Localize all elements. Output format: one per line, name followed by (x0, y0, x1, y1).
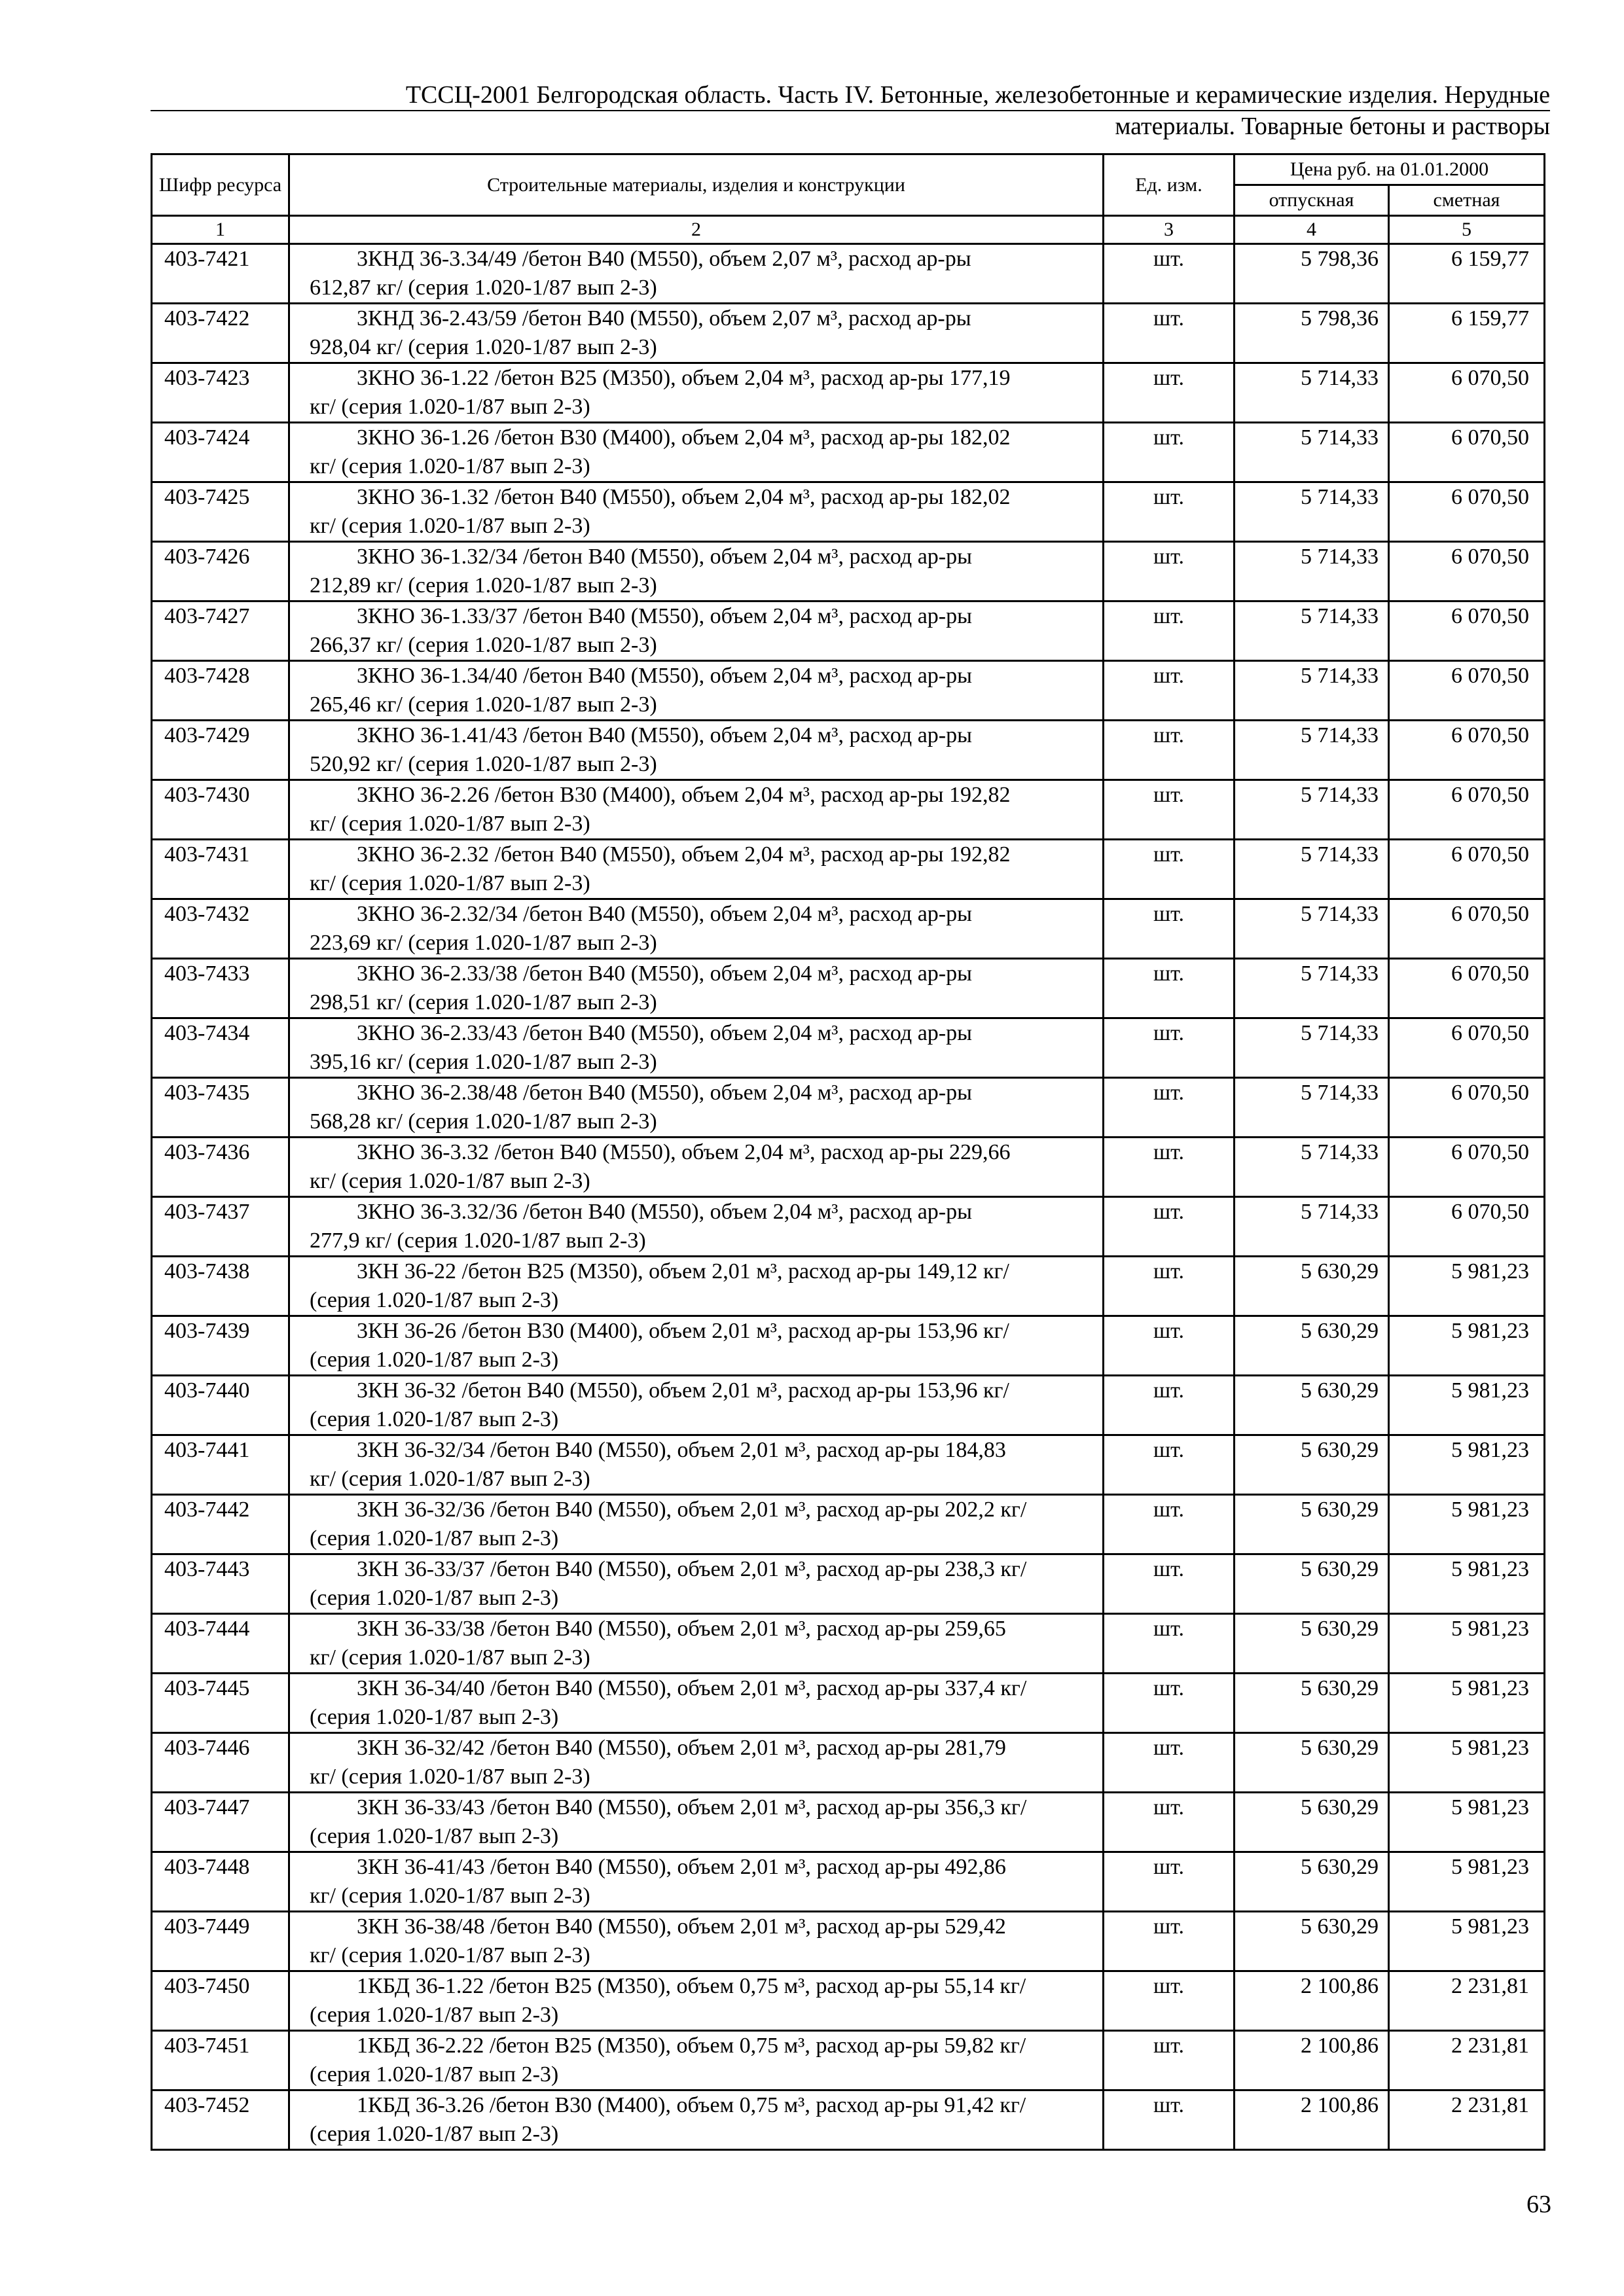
unit: шт. (1104, 1733, 1235, 1793)
price-table (151, 153, 1545, 2151)
resource-code: 403-7432 (152, 899, 289, 959)
price-release: 2 100,86 (1235, 2031, 1389, 2090)
unit: шт. (1104, 1138, 1235, 1197)
price-estimate: 5 981,23 (1389, 1793, 1545, 1852)
header-price-estimate: сметная (1389, 185, 1545, 216)
unit: шт. (1104, 2090, 1235, 2150)
description-line1: 1КБД 36-2.22 /бетон В25 (М350), объем 0,75 м³, расход ар-ры 59,82 кг/ (357, 2034, 1026, 2058)
price-estimate: 6 070,50 (1389, 661, 1545, 721)
description-line2: (серия 1.020-1/87 вып 2-3) (310, 1288, 559, 1312)
unit: шт. (1104, 2031, 1235, 2090)
description-line1: 3КН 36-41/43 /бетон В40 (М550), объем 2,01 м³, расход ар-ры 492,86 (357, 1855, 1006, 1879)
resource-code: 403-7435 (152, 1078, 289, 1138)
description-line1: 3КНД 36-3.34/49 /бетон В40 (М550), объем 2,07 м³, расход ар-ры (357, 247, 971, 271)
column-number: 3 (1104, 216, 1235, 244)
material-description (289, 1971, 1104, 2031)
description-line1: 3КНО 36-1.34/40 /бетон В40 (М550), объем 2,04 м³, расход ар-ры (357, 664, 972, 688)
unit: шт. (1104, 363, 1235, 423)
price-estimate: 6 070,50 (1389, 482, 1545, 542)
price-release: 5 714,33 (1235, 780, 1389, 840)
description-line1: 3КН 36-22 /бетон В25 (М350), объем 2,01 м³, расход ар-ры 149,12 кг/ (357, 1259, 1009, 1283)
table-row (152, 780, 1545, 840)
table-row (152, 1852, 1545, 1912)
price-release: 5 630,29 (1235, 1554, 1389, 1614)
material-description (289, 2031, 1104, 2090)
material-description (289, 780, 1104, 840)
price-release: 5 630,29 (1235, 1495, 1389, 1554)
table-row (152, 1495, 1545, 1554)
resource-code: 403-7421 (152, 244, 289, 304)
description-line1: 3КН 36-32/42 /бетон В40 (М550), объем 2,01 м³, расход ар-ры 281,79 (357, 1736, 1006, 1760)
description-line2: кг/ (серия 1.020-1/87 вып 2-3) (310, 1645, 590, 1670)
description-line1: 3КНО 36-2.32 /бетон В40 (М550), объем 2,04 м³, расход ар-ры 192,82 (357, 842, 1011, 867)
table-row (152, 1674, 1545, 1733)
unit: шт. (1104, 1912, 1235, 1971)
material-description (289, 1554, 1104, 1614)
unit: шт. (1104, 482, 1235, 542)
table-row (152, 1257, 1545, 1316)
description-line2: кг/ (серия 1.020-1/87 вып 2-3) (310, 454, 590, 478)
description-line2: 612,87 кг/ (серия 1.020-1/87 вып 2-3) (310, 276, 657, 300)
price-estimate: 5 981,23 (1389, 1733, 1545, 1793)
description-line2: кг/ (серия 1.020-1/87 вып 2-3) (310, 514, 590, 538)
unit: шт. (1104, 959, 1235, 1018)
description-line2: 298,51 кг/ (серия 1.020-1/87 вып 2-3) (310, 990, 657, 1014)
material-description (289, 304, 1104, 363)
description-line2: (серия 1.020-1/87 вып 2-3) (310, 1824, 559, 1848)
resource-code: 403-7429 (152, 721, 289, 780)
price-estimate: 5 981,23 (1389, 1495, 1545, 1554)
material-description (289, 840, 1104, 899)
description-line2: кг/ (серия 1.020-1/87 вып 2-3) (310, 812, 590, 836)
price-release: 5 630,29 (1235, 1376, 1389, 1435)
description-line1: 3КН 36-32/34 /бетон В40 (М550), объем 2,01 м³, расход ар-ры 184,83 (357, 1438, 1006, 1462)
table-row (152, 1018, 1545, 1078)
description-line1: 3КНО 36-2.38/48 /бетон В40 (М550), объем 2,04 м³, расход ар-ры (357, 1081, 972, 1105)
description-line1: 3КН 36-33/38 /бетон В40 (М550), объем 2,01 м³, расход ар-ры 259,65 (357, 1617, 1006, 1641)
price-estimate: 5 981,23 (1389, 1614, 1545, 1674)
unit: шт. (1104, 1078, 1235, 1138)
description-line2: (серия 1.020-1/87 вып 2-3) (310, 1586, 559, 1610)
price-release: 5 630,29 (1235, 1912, 1389, 1971)
unit: шт. (1104, 1852, 1235, 1912)
description-line1: 3КН 36-26 /бетон В30 (М400), объем 2,01 м³, расход ар-ры 153,96 кг/ (357, 1319, 1009, 1343)
unit: шт. (1104, 661, 1235, 721)
description-line1: 3КНО 36-3.32/36 /бетон В40 (М550), объем 2,04 м³, расход ар-ры (357, 1200, 972, 1224)
price-estimate: 2 231,81 (1389, 1971, 1545, 2031)
table-row (152, 601, 1545, 661)
price-release: 2 100,86 (1235, 1971, 1389, 2031)
unit: шт. (1104, 840, 1235, 899)
description-line2: 277,9 кг/ (серия 1.020-1/87 вып 2-3) (310, 1229, 646, 1253)
table-row (152, 1971, 1545, 2031)
description-line1: 3КНО 36-3.32 /бетон В40 (М550), объем 2,04 м³, расход ар-ры 229,66 (357, 1140, 1011, 1164)
material-description (289, 423, 1104, 482)
table-row (152, 1197, 1545, 1257)
description-line2: (серия 1.020-1/87 вып 2-3) (310, 1348, 559, 1372)
table-row (152, 661, 1545, 721)
price-estimate: 5 981,23 (1389, 1316, 1545, 1376)
unit: шт. (1104, 1018, 1235, 1078)
resource-code: 403-7438 (152, 1257, 289, 1316)
material-description (289, 482, 1104, 542)
unit: шт. (1104, 721, 1235, 780)
description-line2: (серия 1.020-1/87 вып 2-3) (310, 1407, 559, 1431)
price-estimate: 6 159,77 (1389, 304, 1545, 363)
price-estimate: 5 981,23 (1389, 1376, 1545, 1435)
price-release: 5 798,36 (1235, 304, 1389, 363)
unit: шт. (1104, 780, 1235, 840)
price-release: 5 714,33 (1235, 661, 1389, 721)
price-estimate: 5 981,23 (1389, 1257, 1545, 1316)
description-line1: 3КНО 36-2.26 /бетон В30 (М400), объем 2,04 м³, расход ар-ры 192,82 (357, 783, 1011, 807)
price-release: 5 630,29 (1235, 1793, 1389, 1852)
description-line2: 266,37 кг/ (серия 1.020-1/87 вып 2-3) (310, 633, 657, 657)
resource-code: 403-7423 (152, 363, 289, 423)
description-line1: 3КНО 36-1.22 /бетон В25 (М350), объем 2,04 м³, расход ар-ры 177,19 (357, 366, 1011, 390)
price-release: 5 714,33 (1235, 1078, 1389, 1138)
description-line2: кг/ (серия 1.020-1/87 вып 2-3) (310, 1884, 590, 1908)
resource-code: 403-7427 (152, 601, 289, 661)
price-release: 5 714,33 (1235, 601, 1389, 661)
price-estimate: 5 981,23 (1389, 1852, 1545, 1912)
price-release: 5 714,33 (1235, 721, 1389, 780)
description-line2: кг/ (серия 1.020-1/87 вып 2-3) (310, 1943, 590, 1967)
description-line1: 1КБД 36-3.26 /бетон В30 (М400), объем 0,75 м³, расход ар-ры 91,42 кг/ (357, 2093, 1026, 2117)
resource-code: 403-7441 (152, 1435, 289, 1495)
price-release: 5 714,33 (1235, 542, 1389, 601)
resource-code: 403-7428 (152, 661, 289, 721)
price-release: 5 630,29 (1235, 1733, 1389, 1793)
table-row (152, 1078, 1545, 1138)
price-release: 5 714,33 (1235, 482, 1389, 542)
price-estimate: 6 159,77 (1389, 244, 1545, 304)
column-number: 4 (1235, 216, 1389, 244)
table-row (152, 423, 1545, 482)
price-estimate: 5 981,23 (1389, 1435, 1545, 1495)
column-number: 2 (289, 216, 1104, 244)
description-line1: 3КНО 36-2.32/34 /бетон В40 (М550), объем 2,04 м³, расход ар-ры (357, 902, 972, 926)
description-line1: 3КН 36-33/37 /бетон В40 (М550), объем 2,01 м³, расход ар-ры 238,3 кг/ (357, 1557, 1027, 1581)
price-release: 5 630,29 (1235, 1316, 1389, 1376)
table-row (152, 1138, 1545, 1197)
table-row (152, 2090, 1545, 2150)
unit: шт. (1104, 1197, 1235, 1257)
price-estimate: 6 070,50 (1389, 423, 1545, 482)
description-line1: 3КНО 36-1.33/37 /бетон В40 (М550), объем 2,04 м³, расход ар-ры (357, 604, 972, 628)
description-line2: кг/ (серия 1.020-1/87 вып 2-3) (310, 1169, 590, 1193)
material-description (289, 1376, 1104, 1435)
header-unit: Ед. изм. (1104, 154, 1235, 216)
table-row (152, 1376, 1545, 1435)
table-row (152, 1733, 1545, 1793)
material-description (289, 1733, 1104, 1793)
price-release: 5 714,33 (1235, 363, 1389, 423)
material-description (289, 1078, 1104, 1138)
price-release: 5 798,36 (1235, 244, 1389, 304)
description-line2: (серия 1.020-1/87 вып 2-3) (310, 2062, 559, 2087)
unit: шт. (1104, 601, 1235, 661)
description-line2: 520,92 кг/ (серия 1.020-1/87 вып 2-3) (310, 752, 657, 776)
price-release: 5 714,33 (1235, 1018, 1389, 1078)
unit: шт. (1104, 1614, 1235, 1674)
resource-code: 403-7451 (152, 2031, 289, 2090)
price-release: 5 630,29 (1235, 1674, 1389, 1733)
resource-code: 403-7425 (152, 482, 289, 542)
description-line1: 3КН 36-34/40 /бетон В40 (М550), объем 2,01 м³, расход ар-ры 337,4 кг/ (357, 1676, 1027, 1700)
price-estimate: 6 070,50 (1389, 542, 1545, 601)
material-description (289, 1435, 1104, 1495)
resource-code: 403-7426 (152, 542, 289, 601)
header-code: Шифр ресурса (152, 154, 289, 216)
table-row (152, 1554, 1545, 1614)
price-release: 5 630,29 (1235, 1257, 1389, 1316)
description-line1: 3КНО 36-2.33/43 /бетон В40 (М550), объем 2,04 м³, расход ар-ры (357, 1021, 972, 1045)
description-line1: 3КНО 36-1.41/43 /бетон В40 (М550), объем 2,04 м³, расход ар-ры (357, 723, 972, 747)
table-row (152, 1912, 1545, 1971)
table-row (152, 1316, 1545, 1376)
description-line2: кг/ (серия 1.020-1/87 вып 2-3) (310, 1765, 590, 1789)
description-line1: 3КНО 36-1.26 /бетон В30 (М400), объем 2,04 м³, расход ар-ры 182,02 (357, 425, 1011, 450)
table-body (152, 244, 1545, 2150)
price-release: 5 714,33 (1235, 899, 1389, 959)
table-row (152, 1793, 1545, 1852)
price-estimate: 6 070,50 (1389, 780, 1545, 840)
table-row (152, 482, 1545, 542)
header-title-line2: материалы. Товарные бетоны и растворы (1115, 113, 1550, 140)
resource-code: 403-7448 (152, 1852, 289, 1912)
header-price-group: Цена руб. на 01.01.2000 (1235, 154, 1545, 185)
table-row (152, 959, 1545, 1018)
column-number: 1 (152, 216, 289, 244)
resource-code: 403-7439 (152, 1316, 289, 1376)
table-row (152, 304, 1545, 363)
table-row (152, 1614, 1545, 1674)
page-header (151, 80, 1550, 141)
resource-code: 403-7450 (152, 1971, 289, 2031)
material-description (289, 1257, 1104, 1316)
resource-code: 403-7440 (152, 1376, 289, 1435)
price-estimate: 6 070,50 (1389, 1138, 1545, 1197)
material-description (289, 542, 1104, 601)
table-row (152, 2031, 1545, 2090)
price-estimate: 6 070,50 (1389, 840, 1545, 899)
resource-code: 403-7449 (152, 1912, 289, 1971)
unit: шт. (1104, 1971, 1235, 2031)
table-row (152, 244, 1545, 304)
unit: шт. (1104, 1316, 1235, 1376)
description-line1: 3КН 36-32/36 /бетон В40 (М550), объем 2,01 м³, расход ар-ры 202,2 кг/ (357, 1498, 1027, 1522)
material-description (289, 363, 1104, 423)
resource-code: 403-7436 (152, 1138, 289, 1197)
material-description (289, 721, 1104, 780)
unit: шт. (1104, 1435, 1235, 1495)
material-description (289, 1674, 1104, 1733)
price-release: 5 714,33 (1235, 1138, 1389, 1197)
price-estimate: 6 070,50 (1389, 1197, 1545, 1257)
description-line2: (серия 1.020-1/87 вып 2-3) (310, 2122, 559, 2146)
price-estimate: 2 231,81 (1389, 2031, 1545, 2090)
price-estimate: 6 070,50 (1389, 1078, 1545, 1138)
unit: шт. (1104, 1257, 1235, 1316)
unit: шт. (1104, 1674, 1235, 1733)
unit: шт. (1104, 1793, 1235, 1852)
resource-code: 403-7431 (152, 840, 289, 899)
resource-code: 403-7430 (152, 780, 289, 840)
description-line2: кг/ (серия 1.020-1/87 вып 2-3) (310, 1467, 590, 1491)
price-estimate: 2 231,81 (1389, 2090, 1545, 2150)
unit: шт. (1104, 304, 1235, 363)
price-release: 5 714,33 (1235, 423, 1389, 482)
price-release: 5 630,29 (1235, 1614, 1389, 1674)
price-release: 5 714,33 (1235, 959, 1389, 1018)
material-description (289, 1852, 1104, 1912)
resource-code: 403-7446 (152, 1733, 289, 1793)
price-release: 5 630,29 (1235, 1852, 1389, 1912)
description-line2: 212,89 кг/ (серия 1.020-1/87 вып 2-3) (310, 573, 657, 598)
material-description (289, 1912, 1104, 1971)
description-line2: (серия 1.020-1/87 вып 2-3) (310, 1705, 559, 1729)
material-description (289, 661, 1104, 721)
price-release: 5 714,33 (1235, 840, 1389, 899)
unit: шт. (1104, 1376, 1235, 1435)
description-line2: (серия 1.020-1/87 вып 2-3) (310, 2003, 559, 2027)
resource-code: 403-7452 (152, 2090, 289, 2150)
column-number: 5 (1389, 216, 1545, 244)
description-line1: 3КН 36-33/43 /бетон В40 (М550), объем 2,01 м³, расход ар-ры 356,3 кг/ (357, 1795, 1027, 1820)
price-release: 5 630,29 (1235, 1435, 1389, 1495)
price-estimate: 6 070,50 (1389, 959, 1545, 1018)
description-line1: 3КНО 36-2.33/38 /бетон В40 (М550), объем 2,04 м³, расход ар-ры (357, 961, 972, 986)
resource-code: 403-7444 (152, 1614, 289, 1674)
material-description (289, 1197, 1104, 1257)
material-description (289, 1138, 1104, 1197)
material-description (289, 899, 1104, 959)
description-line2: кг/ (серия 1.020-1/87 вып 2-3) (310, 871, 590, 895)
material-description (289, 244, 1104, 304)
page-number: 63 (1526, 2191, 1551, 2218)
material-description (289, 1316, 1104, 1376)
material-description (289, 1495, 1104, 1554)
resource-code: 403-7442 (152, 1495, 289, 1554)
resource-code: 403-7424 (152, 423, 289, 482)
material-description (289, 2090, 1104, 2150)
unit: шт. (1104, 244, 1235, 304)
resource-code: 403-7433 (152, 959, 289, 1018)
unit: шт. (1104, 1554, 1235, 1614)
table-row (152, 899, 1545, 959)
description-line2: 265,46 кг/ (серия 1.020-1/87 вып 2-3) (310, 692, 657, 717)
unit: шт. (1104, 423, 1235, 482)
price-estimate: 6 070,50 (1389, 899, 1545, 959)
resource-code: 403-7434 (152, 1018, 289, 1078)
resource-code: 403-7443 (152, 1554, 289, 1614)
header-title-line1: ТССЦ-2001 Белгородская область. Часть IV. Бетонные, железобетонные и керамические изделия. Нерудные (151, 80, 1550, 111)
material-description (289, 959, 1104, 1018)
description-line2: 395,16 кг/ (серия 1.020-1/87 вып 2-3) (310, 1050, 657, 1074)
resource-code: 403-7437 (152, 1197, 289, 1257)
unit: шт. (1104, 899, 1235, 959)
unit: шт. (1104, 1495, 1235, 1554)
price-estimate: 6 070,50 (1389, 721, 1545, 780)
price-estimate: 5 981,23 (1389, 1554, 1545, 1614)
price-estimate: 5 981,23 (1389, 1912, 1545, 1971)
description-line1: 1КБД 36-1.22 /бетон В25 (М350), объем 0,75 м³, расход ар-ры 55,14 кг/ (357, 1974, 1026, 1998)
price-estimate: 6 070,50 (1389, 1018, 1545, 1078)
description-line2: кг/ (серия 1.020-1/87 вып 2-3) (310, 395, 590, 419)
description-line2: 568,28 кг/ (серия 1.020-1/87 вып 2-3) (310, 1109, 657, 1134)
resource-code: 403-7422 (152, 304, 289, 363)
price-release: 5 714,33 (1235, 1197, 1389, 1257)
material-description (289, 1793, 1104, 1852)
table-row (152, 721, 1545, 780)
table-row (152, 363, 1545, 423)
header-description: Строительные материалы, изделия и конструкции (289, 154, 1104, 216)
header-price-release: отпускная (1235, 185, 1389, 216)
material-description (289, 601, 1104, 661)
description-line2: (серия 1.020-1/87 вып 2-3) (310, 1526, 559, 1551)
table-row (152, 1435, 1545, 1495)
description-line2: 928,04 кг/ (серия 1.020-1/87 вып 2-3) (310, 335, 657, 359)
resource-code: 403-7447 (152, 1793, 289, 1852)
description-line1: 3КНО 36-1.32 /бетон В40 (М550), объем 2,04 м³, расход ар-ры 182,02 (357, 485, 1011, 509)
unit: шт. (1104, 542, 1235, 601)
price-estimate: 6 070,50 (1389, 601, 1545, 661)
table-row (152, 840, 1545, 899)
description-line1: 3КНД 36-2.43/59 /бетон В40 (М550), объем 2,07 м³, расход ар-ры (357, 306, 971, 331)
description-line1: 3КН 36-32 /бетон В40 (М550), объем 2,01 м³, расход ар-ры 153,96 кг/ (357, 1378, 1009, 1403)
table-row (152, 542, 1545, 601)
price-release: 2 100,86 (1235, 2090, 1389, 2150)
resource-code: 403-7445 (152, 1674, 289, 1733)
description-line1: 3КН 36-38/48 /бетон В40 (М550), объем 2,01 м³, расход ар-ры 529,42 (357, 1914, 1006, 1939)
description-line2: 223,69 кг/ (серия 1.020-1/87 вып 2-3) (310, 931, 657, 955)
description-line1: 3КНО 36-1.32/34 /бетон В40 (М550), объем 2,04 м³, расход ар-ры (357, 545, 972, 569)
material-description (289, 1614, 1104, 1674)
material-description (289, 1018, 1104, 1078)
price-estimate: 5 981,23 (1389, 1674, 1545, 1733)
price-estimate: 6 070,50 (1389, 363, 1545, 423)
